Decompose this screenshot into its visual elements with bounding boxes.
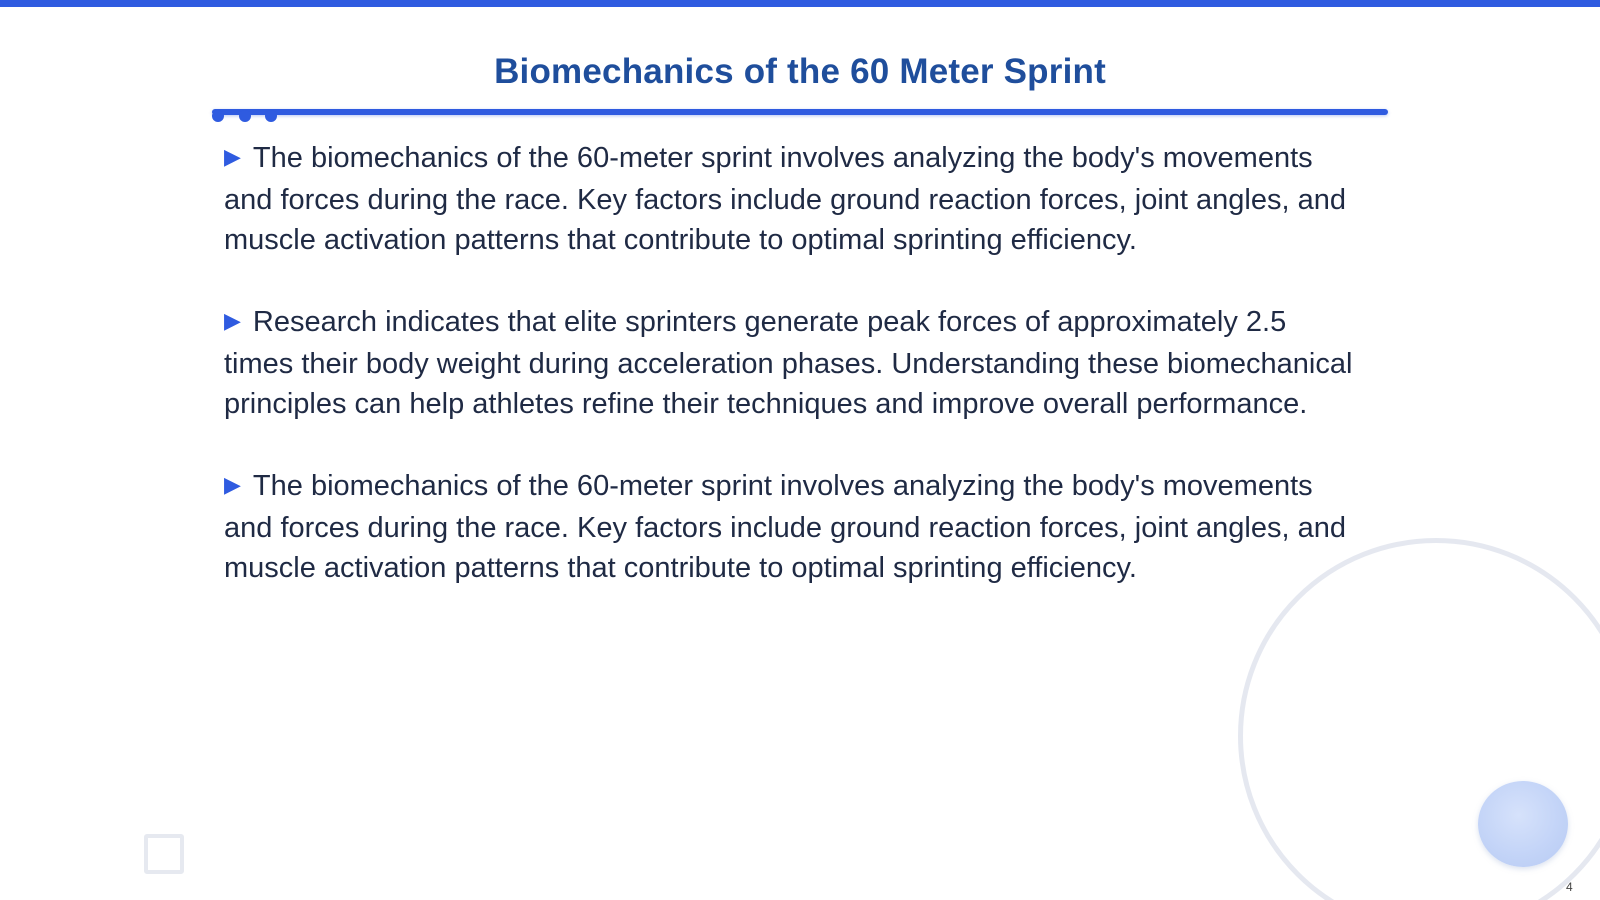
play-triangle-icon: ▶ <box>224 308 241 333</box>
slide-title: Biomechanics of the 60 Meter Sprint <box>494 52 1106 91</box>
bullet-item <box>224 138 1354 260</box>
title-underline <box>212 109 1388 115</box>
play-triangle-icon: ▶ <box>224 144 241 169</box>
bullet-text: The biomechanics of the 60-meter sprint involves analyzing the body's movements and forces during the race. Key factors include ground reaction forces, joint angles, and muscle activation patterns that contribute to optimal sprinting efficiency. <box>224 470 1346 584</box>
underline-dot <box>265 110 277 122</box>
bullet-text: The biomechanics of the 60-meter sprint involves analyzing the body's movements and forces during the race. Key factors include ground reaction forces, joint angles, and muscle activation patterns that contribute to optimal sprinting efficiency. <box>224 142 1346 256</box>
bullet-list <box>224 138 1354 630</box>
top-accent-bar <box>0 0 1600 7</box>
bullet-item <box>224 302 1354 424</box>
page-number: 4 <box>1566 880 1573 894</box>
play-triangle-icon: ▶ <box>224 472 241 497</box>
decorative-circle <box>1478 781 1568 867</box>
bullet-text: Research indicates that elite sprinters generate peak forces of approximately 2.5 times their body weight during acceleration phases. Understanding these biomechanical principles can help athletes refine their techniques and improve overall performance. <box>224 306 1353 420</box>
underline-dot <box>239 110 251 122</box>
bullet-item <box>224 466 1354 588</box>
underline-dot <box>212 110 224 122</box>
decorative-square <box>144 834 184 874</box>
